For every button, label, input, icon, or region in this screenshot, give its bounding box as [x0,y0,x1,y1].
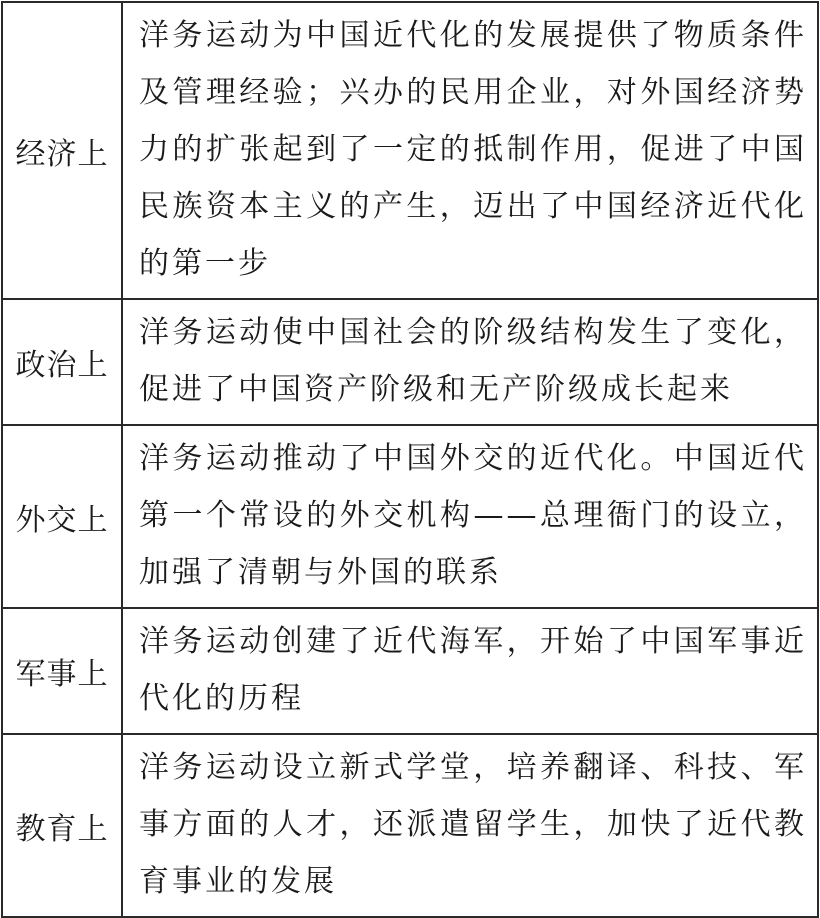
aspect-label-politics: 政治上 [2,299,122,425]
aspect-content-diplomacy: 洋务运动推动了中国外交的近代化。中国近代第一个常设的外交机构——总理衙门的设立，加强了清朝与外国的联系 [122,425,818,608]
impact-table [1,1,819,918]
aspect-content-politics: 洋务运动使中国社会的阶级结构发生了变化，促进了中国资产阶级和无产阶级成长起来 [122,299,818,425]
aspect-content-education: 洋务运动设立新式学堂，培养翻译、科技、军事方面的人才，还派遣留学生，加快了近代教育事业的发展 [122,734,818,917]
aspect-label-education: 教育上 [2,734,122,917]
aspect-label-economy: 经济上 [2,2,122,299]
table-row-politics [2,299,818,425]
aspect-content-economy: 洋务运动为中国近代化的发展提供了物质条件及管理经验；兴办的民用企业，对外国经济势力的扩张起到了一定的抵制作用，促进了中国民族资本主义的产生，迈出了中国经济近代化的第一步 [122,2,818,299]
table-row-education [2,734,818,917]
table-row-military [2,608,818,734]
table-row-diplomacy [2,425,818,608]
aspect-label-military: 军事上 [2,608,122,734]
aspect-content-military: 洋务运动创建了近代海军，开始了中国军事近代化的历程 [122,608,818,734]
table-row-economy [2,2,818,299]
aspect-label-diplomacy: 外交上 [2,425,122,608]
